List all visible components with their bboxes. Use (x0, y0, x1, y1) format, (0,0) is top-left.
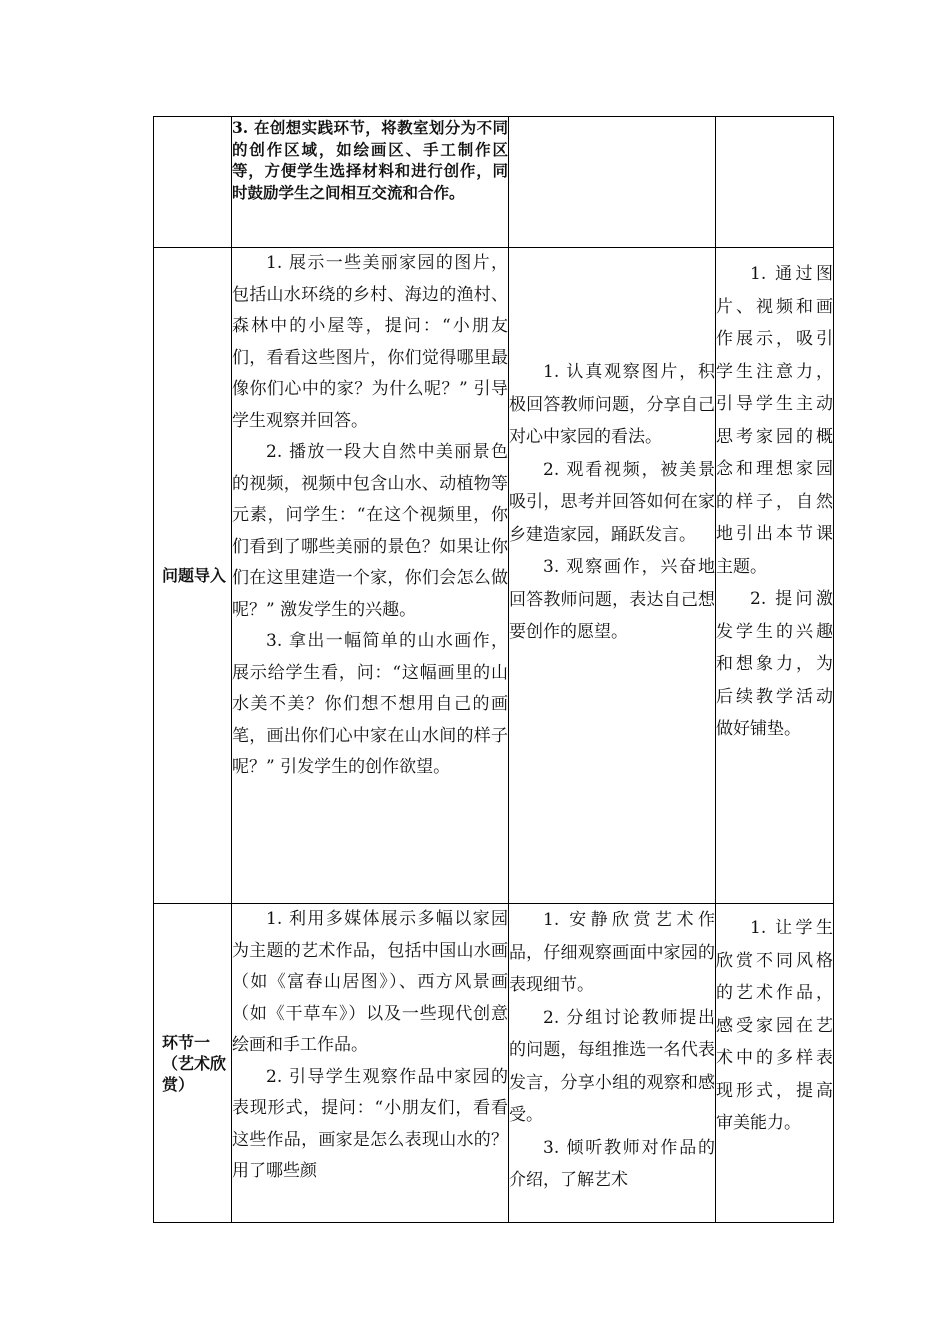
student-activity-cell (509, 117, 716, 248)
paragraph: 1. 让学生欣赏不同风格的艺术作品，感受家园在艺术中的多样表现形式，提高审美能力。 (716, 918, 833, 1133)
design-intent-cell (716, 248, 834, 904)
stage-label-cell (154, 904, 232, 1223)
stage-label: 环节一（艺术欣赏） (162, 1032, 227, 1094)
paragraph: 3. 倾听教师对作品的介绍，了解艺术 (509, 1137, 715, 1190)
paragraph: 2. 提问激发学生的兴趣和想象力，为后续教学活动做好铺垫。 (716, 589, 833, 739)
design-intent-cell (716, 117, 834, 248)
student-activity-cell (509, 904, 716, 1223)
paragraph: 2. 观看视频，被美景吸引，思考并回答如何在家乡建造家园，踊跃发言。 (509, 459, 715, 545)
paragraph: 1. 展示一些美丽家园的图片，包括山水环绕的乡村、海边的渔村、森林中的小屋等，提问：“小朋友们，看看这些图片，你们觉得哪里最像你们心中的家？为什么呢？” 引导学生观察并回答。 (232, 253, 508, 431)
stage-label-cell (154, 117, 232, 248)
teacher-activity-cell (232, 904, 509, 1223)
paragraph: 1. 安静欣赏艺术作品，仔细观察画面中家园的表现细节。 (509, 910, 715, 995)
paragraph: 3. 拿出一幅简单的山水画作，展示给学生看，问：“这幅画里的山水美不美？你们想不想用自己的画笔，画出你们心中家在山水间的样子呢？” 引发学生的创作欲望。 (232, 631, 508, 777)
paragraph: 1. 通过图片、视频和画作展示，吸引学生注意力，引导学生主动思考家园的概念和理想家园的样子，自然地引出本节课主题。 (716, 264, 833, 577)
teacher-activity-cell (232, 117, 509, 248)
paragraph: 2. 分组讨论教师提出的问题，每组推选一名代表发言，分享小组的观察和感受。 (509, 1007, 715, 1125)
lesson-plan-table (153, 116, 834, 1223)
student-activity-cell (509, 248, 716, 904)
table-row (154, 117, 834, 248)
paragraph: 3. 在创想实践环节，将教室划分为不同的创作区域，如绘画区、手工制作区等，方便学生选择材料和进行创作，同时鼓励学生之间相互交流和合作。 (232, 118, 508, 202)
paragraph: 3. 观察画作，兴奋地回答教师问题，表达自己想要创作的愿望。 (509, 557, 715, 642)
design-intent-cell (716, 904, 834, 1223)
table-row (154, 904, 834, 1223)
stage-label-cell (154, 248, 232, 904)
paragraph: 2. 播放一段大自然中美丽景色的视频，视频中包含山水、动植物等元素，问学生：“在这个视频里，你们看到了哪些美丽的景色？如果让你们在这里建造一个家，你们会怎么做呢？” 激发学生的兴趣。 (232, 442, 508, 620)
teacher-activity-cell (232, 248, 509, 904)
stage-label: 问题导入 (162, 566, 227, 585)
paragraph: 1. 认真观察图片，积极回答教师问题，分享自己对心中家园的看法。 (509, 362, 715, 447)
paragraph: 2. 引导学生观察作品中家园的表现形式，提问：“小朋友们，看看这些作品，画家是怎么表现山水的？用了哪些颜 (232, 1066, 508, 1181)
table-row (154, 248, 834, 904)
paragraph: 1. 利用多媒体展示多幅以家园为主题的艺术作品，包括中国山水画（如《富春山居图》）、西方风景画（如《干草车》）以及一些现代创意绘画和手工作品。 (232, 909, 508, 1055)
